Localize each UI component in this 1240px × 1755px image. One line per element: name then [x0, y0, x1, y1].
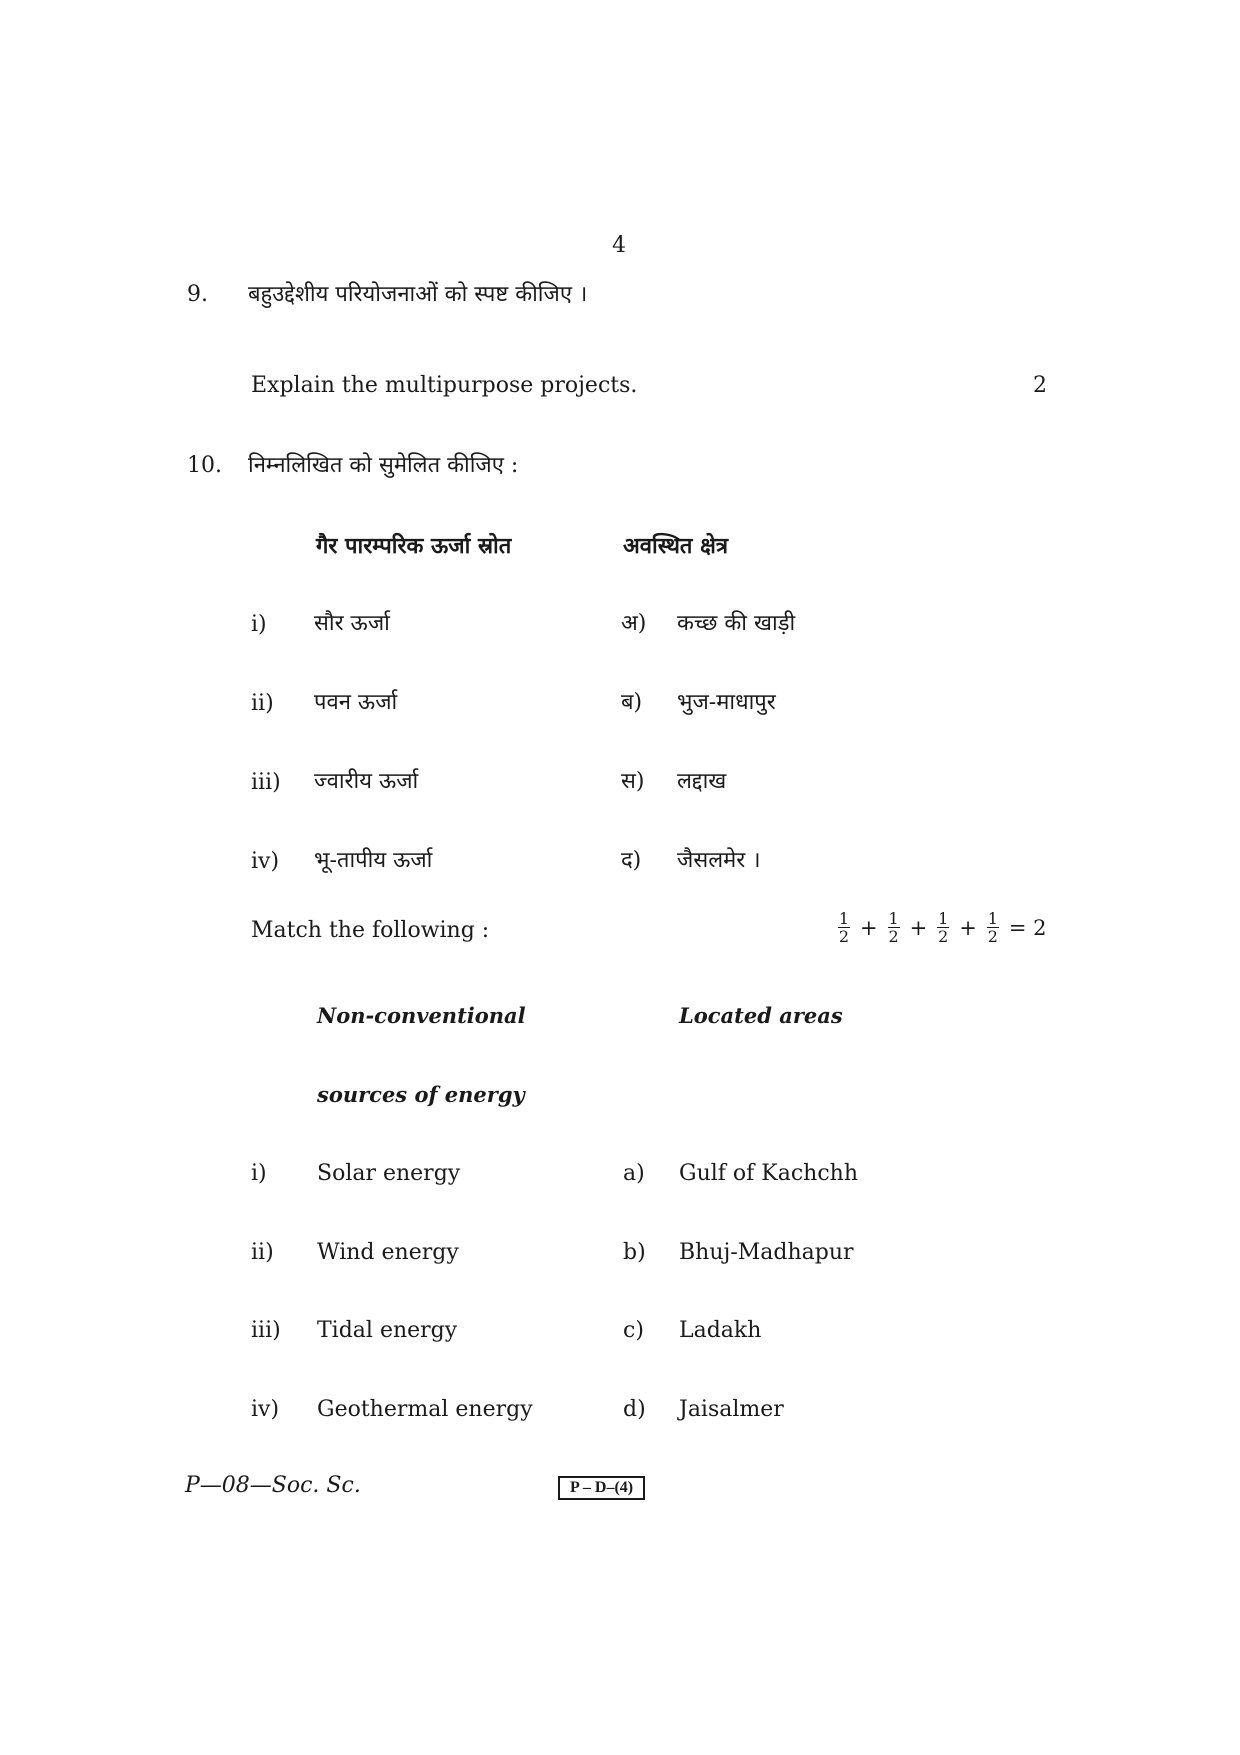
hindi-row-number: iv) — [251, 849, 280, 874]
english-row-number: iii) — [251, 1318, 281, 1343]
hindi-row-area: कच्छ की खाड़ी — [677, 611, 796, 636]
hindi-row-number: iii) — [251, 770, 281, 795]
footer-paper-code: P—08—Soc. Sc. — [185, 1473, 361, 1498]
english-row-number: i) — [251, 1161, 267, 1186]
english-row-letter: b) — [623, 1240, 646, 1265]
english-row-letter: c) — [623, 1318, 644, 1343]
hindi-row-source: भू-तापीय ऊर्जा — [314, 848, 433, 873]
q10-marks — [838, 910, 1046, 945]
english-row-source: Wind energy — [317, 1240, 459, 1265]
english-row-letter: d) — [623, 1397, 646, 1422]
english-row-source: Solar energy — [317, 1161, 461, 1186]
hindi-header-right: अवस्थित क्षेत्र — [623, 533, 729, 559]
marks-total: = 2 — [1008, 915, 1047, 940]
q9-number: 9. — [187, 282, 208, 307]
fraction-half: $\frac{1}{2}$ — [987, 909, 998, 946]
q10-hindi-text: निम्नलिखित को सुमेलित कीजिए : — [248, 453, 519, 478]
fraction-half: $\frac{1}{2}$ — [838, 909, 850, 946]
hindi-row-source: पवन ऊर्जा — [314, 690, 398, 715]
plus-sign: + — [959, 915, 977, 940]
page-number: 4 — [612, 233, 626, 258]
q10-number: 10. — [187, 453, 222, 478]
english-row-number: ii) — [251, 1240, 274, 1265]
q10-english-text: Match the following : — [251, 918, 490, 943]
hindi-row-source: सौर ऊर्जा — [314, 611, 390, 636]
q9-hindi-text: बहुउद्देशीय परियोजनाओं को स्पष्ट कीजिए । — [248, 282, 588, 307]
footer-page-code: P – D–(4) — [558, 1476, 645, 1500]
plus-sign: + — [909, 915, 928, 940]
english-row-source: Geothermal energy — [317, 1397, 533, 1422]
fraction-half: $\frac{1}{2}$ — [938, 909, 949, 946]
english-row-area: Ladakh — [679, 1318, 762, 1343]
hindi-row-number: i) — [251, 612, 267, 637]
hindi-row-source: ज्वारीय ऊर्जा — [314, 769, 419, 794]
hindi-row-area: लद्दाख — [677, 769, 727, 794]
english-row-area: Gulf of Kachchh — [679, 1161, 858, 1186]
english-row-letter: a) — [623, 1161, 645, 1186]
english-row-area: Bhuj-Madhapur — [679, 1240, 854, 1265]
q9-english-text: Explain the multipurpose projects. — [251, 373, 638, 398]
hindi-header-left: गैर पारम्परिक ऊर्जा स्रोत — [316, 533, 512, 559]
plus-sign: + — [860, 915, 878, 940]
hindi-row-area: जैसलमेर । — [677, 848, 761, 873]
english-header-right: Located areas — [679, 1003, 843, 1028]
english-row-source: Tidal energy — [317, 1318, 458, 1343]
hindi-row-letter: स) — [621, 769, 645, 794]
q9-marks: 2 — [1033, 373, 1047, 398]
english-row-number: iv) — [251, 1397, 280, 1422]
hindi-row-letter: अ) — [621, 611, 647, 636]
english-header-left-line2: sources of energy — [317, 1082, 525, 1107]
hindi-row-number: ii) — [251, 691, 274, 716]
hindi-row-area: भुज-माधापुर — [677, 690, 776, 715]
hindi-row-letter: द) — [621, 848, 642, 873]
english-header-left-line1: Non-conventional — [317, 1003, 526, 1028]
hindi-row-letter: ब) — [621, 690, 643, 715]
fraction-half: $\frac{1}{2}$ — [888, 909, 899, 946]
english-row-area: Jaisalmer — [679, 1397, 784, 1422]
